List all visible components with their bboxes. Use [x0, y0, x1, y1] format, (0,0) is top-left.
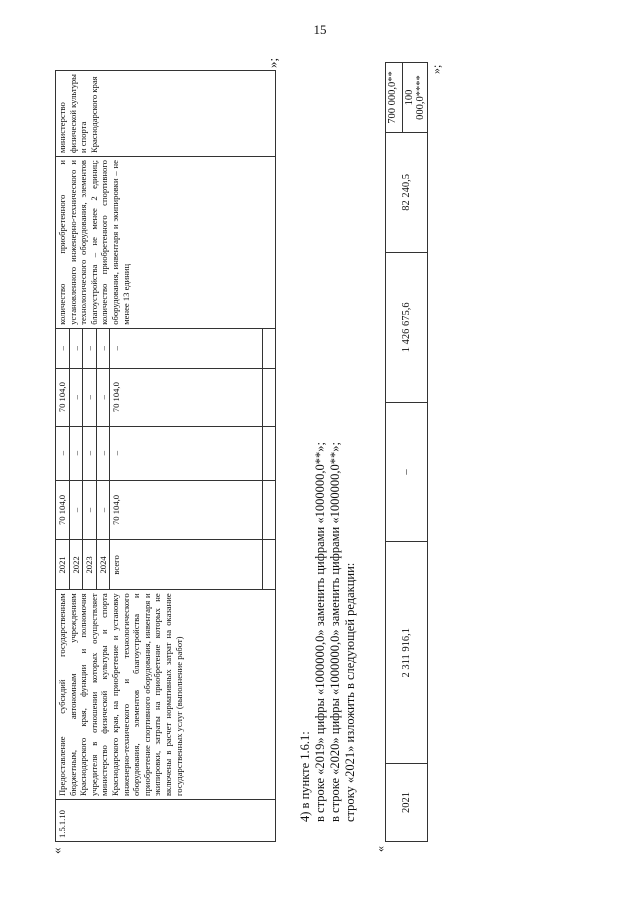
close-quote: »; — [429, 64, 443, 74]
empty-cell — [263, 480, 276, 540]
year-cell: 2024 — [96, 540, 110, 590]
program-table — [55, 70, 276, 842]
row-number: 1.5.1.10 — [56, 800, 276, 842]
other-cell: – — [56, 328, 70, 368]
rotated-content — [49, 52, 475, 854]
regional-cell: 70 104,0 — [56, 368, 70, 426]
total-cell: – — [69, 480, 83, 540]
other-cell: – — [96, 328, 110, 368]
other-cell: – — [83, 328, 97, 368]
total-cell: 2 311 916,1 — [386, 542, 428, 764]
federal-cell: – — [110, 426, 263, 480]
year-cell: 2023 — [83, 540, 97, 590]
local-cell: 82 240,5 — [386, 133, 428, 253]
result-description: количество приобретенного и установленного инженерно-технического и технологического оборудования, элементов благоустройства – не менее 2 единиц; количество приобретенного спортивного оборудования, инвентаря и экипировки – не менее 13 единиц — [56, 157, 276, 329]
total-cell: – — [96, 480, 110, 540]
year-cell: всего — [110, 540, 263, 590]
regional-cell: 1 426 675,6 — [386, 252, 428, 402]
federal-cell: – — [386, 402, 428, 542]
funding-table — [385, 62, 428, 842]
extra-cell-2: 100 000,0**** — [403, 63, 428, 133]
year-cell: 2022 — [69, 540, 83, 590]
federal-cell: – — [56, 426, 70, 480]
other-cell: – — [69, 328, 83, 368]
year-cell: 2021 — [386, 764, 428, 842]
extra-cell-1: 700 000,0** — [386, 63, 403, 133]
regional-cell: – — [96, 368, 110, 426]
year-cell: 2021 — [56, 540, 70, 590]
other-cell: – — [110, 328, 263, 368]
amendment-line-2021: строку «2021» изложить в следующей редакции: — [343, 562, 357, 822]
open-quote: « — [373, 846, 387, 852]
executor: министерство физической культуры и спорта Краснодарского края — [56, 71, 276, 157]
total-cell: – — [83, 480, 97, 540]
total-cell: 70 104,0 — [56, 480, 70, 540]
total-cell: 70 104,0 — [110, 480, 263, 540]
measure-description: Предоставление субсидий государственным бюджетным, автономным учреждениям Краснодарского края, функции и полномочия учредителя в отношении которых осуществляет министерство физической культуры и спорта Краснодарского края, на приобретение и установку инженерно-технического и технологического оборудования, элементов благоустройства и приобретение спортивного оборудования, инвентаря и экипировки, затраты на приобретение которых не включены в расчет нормативных затрат на оказание государственных услуг (выполнение работ) — [56, 590, 276, 800]
empty-cell — [263, 426, 276, 480]
close-quote: »; — [265, 57, 280, 68]
regional-cell: 70 104,0 — [110, 368, 263, 426]
amendment-line-2020: в строке «2020» цифры «1000000,0» заменить цифрами «1000000,0**»; — [328, 442, 342, 822]
page-number: 15 — [313, 22, 327, 37]
empty-cell — [263, 540, 276, 590]
open-quote: « — [49, 847, 64, 854]
federal-cell: – — [83, 426, 97, 480]
regional-cell: – — [83, 368, 97, 426]
empty-cell — [263, 328, 276, 368]
amendment-line-2019: в строке «2019» цифры «1000000,0» заменить цифрами «1000000,0**»; — [313, 442, 327, 822]
amendment-text — [298, 62, 358, 822]
amendment-item: 4) в пункте 1.6.1: — [298, 731, 312, 822]
regional-cell: – — [69, 368, 83, 426]
empty-cell — [263, 368, 276, 426]
federal-cell: – — [69, 426, 83, 480]
federal-cell: – — [96, 426, 110, 480]
